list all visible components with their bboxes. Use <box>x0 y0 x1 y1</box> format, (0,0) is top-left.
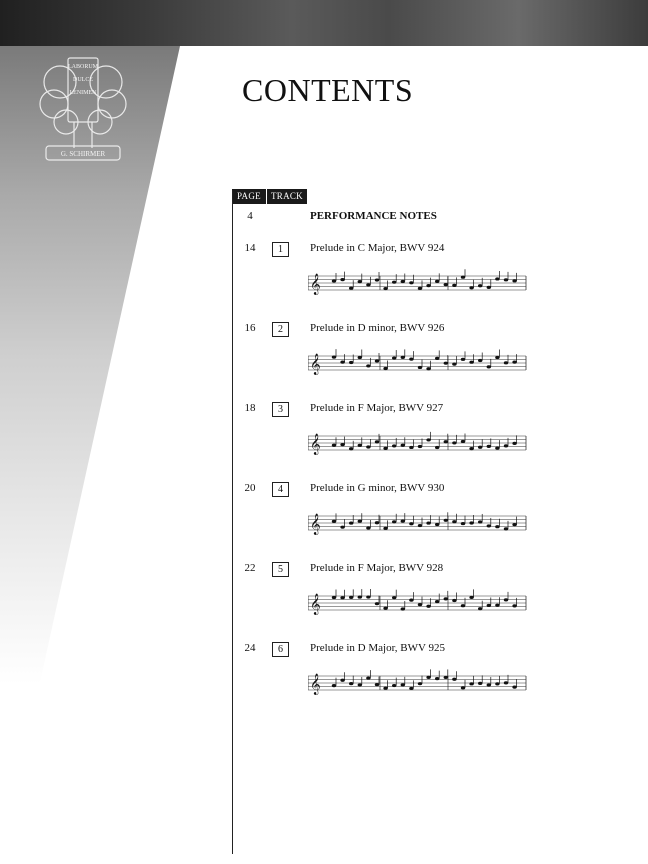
svg-text:𝄞: 𝄞 <box>310 354 321 375</box>
page-number: 16 <box>244 322 256 334</box>
track-number: 1 <box>272 242 289 257</box>
column-divider <box>232 190 233 854</box>
section-title: PERFORMANCE NOTES <box>310 210 437 222</box>
top-banner <box>0 0 648 46</box>
svg-text:𝄞: 𝄞 <box>310 514 321 535</box>
track-number: 2 <box>272 322 289 337</box>
page-number: 20 <box>244 482 256 494</box>
piece-title: Prelude in C Major, BWV 924 <box>310 242 445 254</box>
piece-title: Prelude in F Major, BWV 927 <box>310 402 444 414</box>
logo-text-1: LABORUM <box>67 64 99 70</box>
piece-title: Prelude in D Major, BWV 925 <box>310 642 446 654</box>
track-column-header: TRACK <box>267 189 307 204</box>
page-title: CONTENTS <box>242 72 414 108</box>
music-incipit <box>308 268 528 298</box>
music-incipit <box>308 508 528 538</box>
music-incipit <box>308 428 528 458</box>
logo-text-4: G. SCHIRMER <box>60 150 106 158</box>
page-number: 18 <box>244 402 256 414</box>
side-gradient-panel <box>0 46 180 864</box>
page-number: 4 <box>247 210 253 222</box>
piece-title: Prelude in G minor, BWV 930 <box>310 482 445 494</box>
svg-text:𝄞: 𝄞 <box>310 674 321 695</box>
logo-text-3: LENIMEN <box>69 90 97 96</box>
track-number: 4 <box>272 482 289 497</box>
music-incipit <box>308 668 528 698</box>
svg-text:𝄞: 𝄞 <box>310 594 321 615</box>
music-incipit <box>308 588 528 618</box>
page-number: 22 <box>244 562 256 574</box>
music-incipit <box>308 348 528 378</box>
track-number: 3 <box>272 402 289 417</box>
piece-title: Prelude in F Major, BWV 928 <box>310 562 444 574</box>
track-number: 5 <box>272 562 289 577</box>
piece-title: Prelude in D minor, BWV 926 <box>310 322 445 334</box>
svg-text:𝄞: 𝄞 <box>310 434 321 455</box>
logo-text-2: DULCE <box>73 77 93 83</box>
page-number: 24 <box>244 642 256 654</box>
page-column-header: PAGE <box>232 189 266 204</box>
track-number: 6 <box>272 642 289 657</box>
schirmer-crest-logo <box>38 52 128 168</box>
svg-text:𝄞: 𝄞 <box>310 274 321 295</box>
page-number: 14 <box>244 242 256 254</box>
